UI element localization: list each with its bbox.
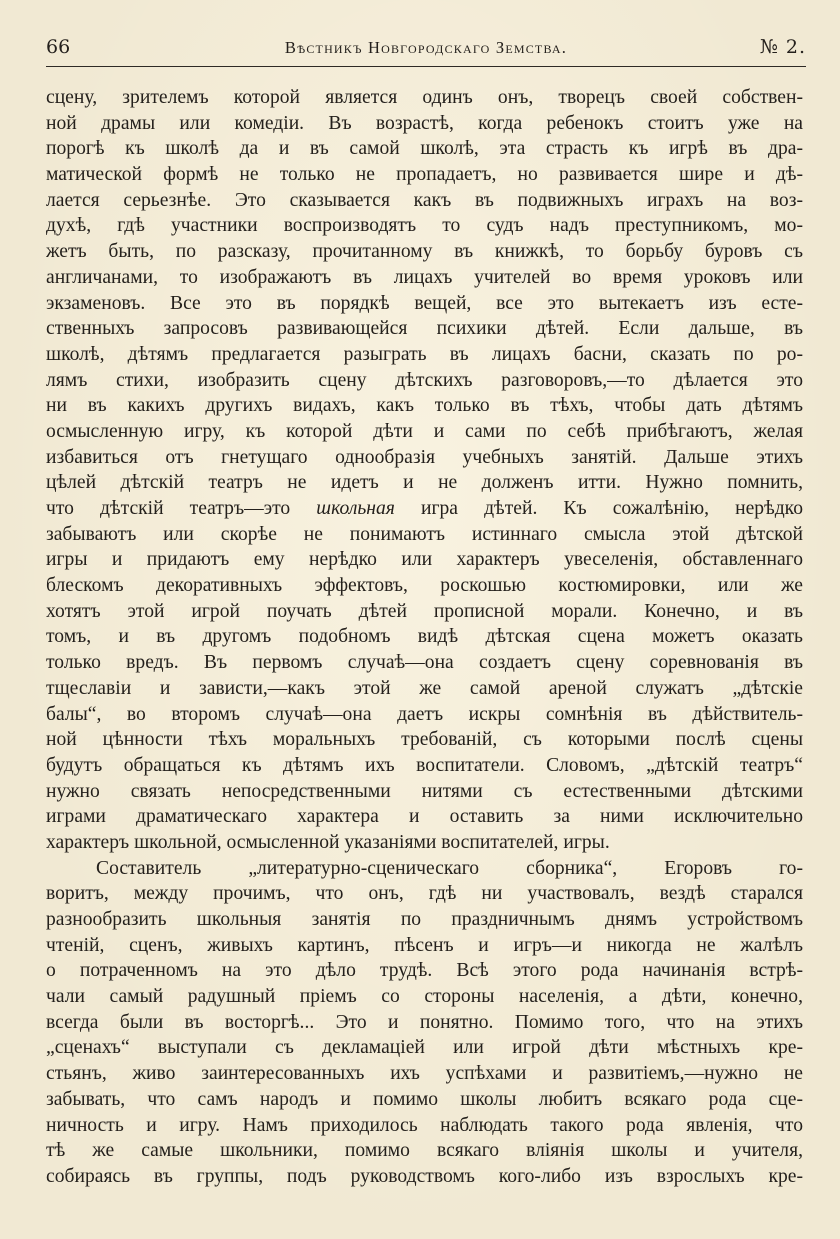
text-line: „сценахъ“ выступали съ декламаціей или игрой дѣти мѣстныхъ кре- [46,1037,803,1059]
text-line: ной драмы или комедіи. Въ возрастѣ, когда ребенокъ стоитъ уже на [46,112,803,134]
text-line: осмысленную игру, къ которой дѣти и сами по себѣ прибѣгаютъ, желая [46,420,803,442]
text-line: игры и придаютъ ему нерѣдко или характеръ увеселенія, обставленнаго [46,549,803,571]
text-segment: игра дѣтей. Къ сожалѣнію, нерѣдко [394,498,803,519]
text-line: лямъ стихи, изобразить сцену дѣтскихъ разговоровъ,—то дѣлается это [46,369,803,391]
text-line: ни въ какихъ другихъ видахъ, какъ только въ тѣхъ, чтобы дать дѣтямъ [46,395,803,417]
text-line: томъ, и въ другомъ подобномъ видѣ дѣтская сцена можетъ оказать [46,626,803,648]
text-line: ной цѣнности тѣхъ моральныхъ требованій, съ которыми послѣ сцены [46,729,803,751]
text-line: англичанами, то изображаютъ въ лицахъ учителей во время уроковъ или [46,266,803,288]
text-line: собираясь въ группы, подъ руководствомъ кого-либо изъ взрослыхъ кре- [46,1165,803,1187]
text-line: лается серьезнѣе. Это сказывается какъ въ подвижныхъ играхъ на воз- [46,189,803,211]
emphasized-word: школьная [316,498,395,519]
text-line: забываютъ или скорѣе не понимаютъ истиннаго смысла этой дѣтской [46,523,803,545]
text-line: ственныхъ запросовъ развивающейся психики дѣтей. Если дальше, въ [46,318,803,340]
header-rule [46,66,806,67]
text-line: тщеславіи и зависти,—какъ этой же самой ареной служатъ „дѣтскіе [46,677,803,699]
text-segment: что дѣтскій театръ—это [46,498,317,519]
text-line: хотятъ этой игрой поучать дѣтей прописной морали. Конечно, и въ [46,600,803,622]
text-line: школѣ, дѣтямъ предлагается разыграть въ лицахъ басни, сказать по ро- [46,343,803,365]
text-line: цѣлей дѣтскій театръ не идетъ и не долженъ итти. Нужно помнить, [46,472,803,494]
text-line: чтеній, сценъ, живыхъ картинъ, пѣсенъ и игръ—и никогда не жалѣлъ [46,934,803,956]
text-line: играми драматическаго характера и оставить за ними исключительно [46,806,803,828]
text-line: жетъ быть, по разсказу, прочитанному въ книжкѣ, то борьбу буровъ съ [46,241,803,263]
text-line: Составитель „литературно-сценическаго сборника“, Егоровъ го- [96,857,803,879]
text-line: характеръ школьной, осмысленной указаніями воспитателей, игры. [46,831,610,853]
text-line: матической формѣ не только не пропадаетъ, но развивается шире и дѣ- [46,164,803,186]
text-line: экзаменовъ. Все это въ порядкѣ вещей, все это вытекаетъ изъ есте- [46,292,803,314]
text-line: будутъ обращаться къ дѣтямъ ихъ воспитатели. Словомъ, „дѣтскій театръ“ [46,754,803,776]
text-line [46,496,803,522]
running-header [46,30,806,64]
text-line: о потраченномъ на это дѣло трудѣ. Всѣ этого рода начинанія встрѣ- [46,960,803,982]
text-line: сцену, зрителемъ которой является одинъ онъ, творецъ своей собствен- [46,87,803,108]
page-number: 66 [46,36,71,58]
text-line: всегда были въ восторгѣ... Это и понятно. Помимо того, что на этихъ [46,1011,803,1033]
text-line: тѣ же самые школьники, помимо всякаго вліянія школы и учителя, [46,1140,803,1162]
text-line: только вредъ. Въ первомъ случаѣ—она создаетъ сцену соревнованія въ [46,652,803,674]
article-body [46,85,803,1190]
text-line: избавиться отъ гнетущаго однообразія учебныхъ занятій. Дальше этихъ [46,446,803,468]
text-line: разнообразить школьныя занятія по праздничнымъ днямъ устройствомъ [46,909,803,930]
text-line: порогѣ къ школѣ да и въ самой школѣ, эта страсть къ игрѣ въ дра- [46,138,803,160]
text-line: забывать, что самъ народъ и помимо школы любитъ всякаго рода сце- [46,1088,803,1110]
text-line: ничность и игру. Намъ приходилось наблюдать такого рода явленія, что [46,1114,803,1136]
journal-title: Вѣстникъ Новгородскаго Земства. [284,38,568,57]
issue-number: № 2. [759,36,806,58]
text-line: духѣ, гдѣ участники воспроизводятъ то судъ надъ преступникомъ, мо- [46,215,803,237]
text-line: воритъ, между прочимъ, что онъ, гдѣ ни участвовалъ, вездѣ старался [46,883,803,905]
text-line: стьянъ, живо заинтересованныхъ ихъ успѣхами и развитіемъ,—нужно не [46,1063,803,1085]
text-line: блескомъ декоративныхъ эффектовъ, роскошью костюмировки, или же [46,575,803,597]
text-line: балы“, во второмъ случаѣ—она даетъ искры сомнѣнія въ дѣйствитель- [46,703,803,725]
text-line: нужно связать непосредственными нитями съ естественными дѣтскими [46,780,803,802]
text-line: чали самый радушный пріемъ со стороны населенія, а дѣти, конечно, [46,986,803,1008]
